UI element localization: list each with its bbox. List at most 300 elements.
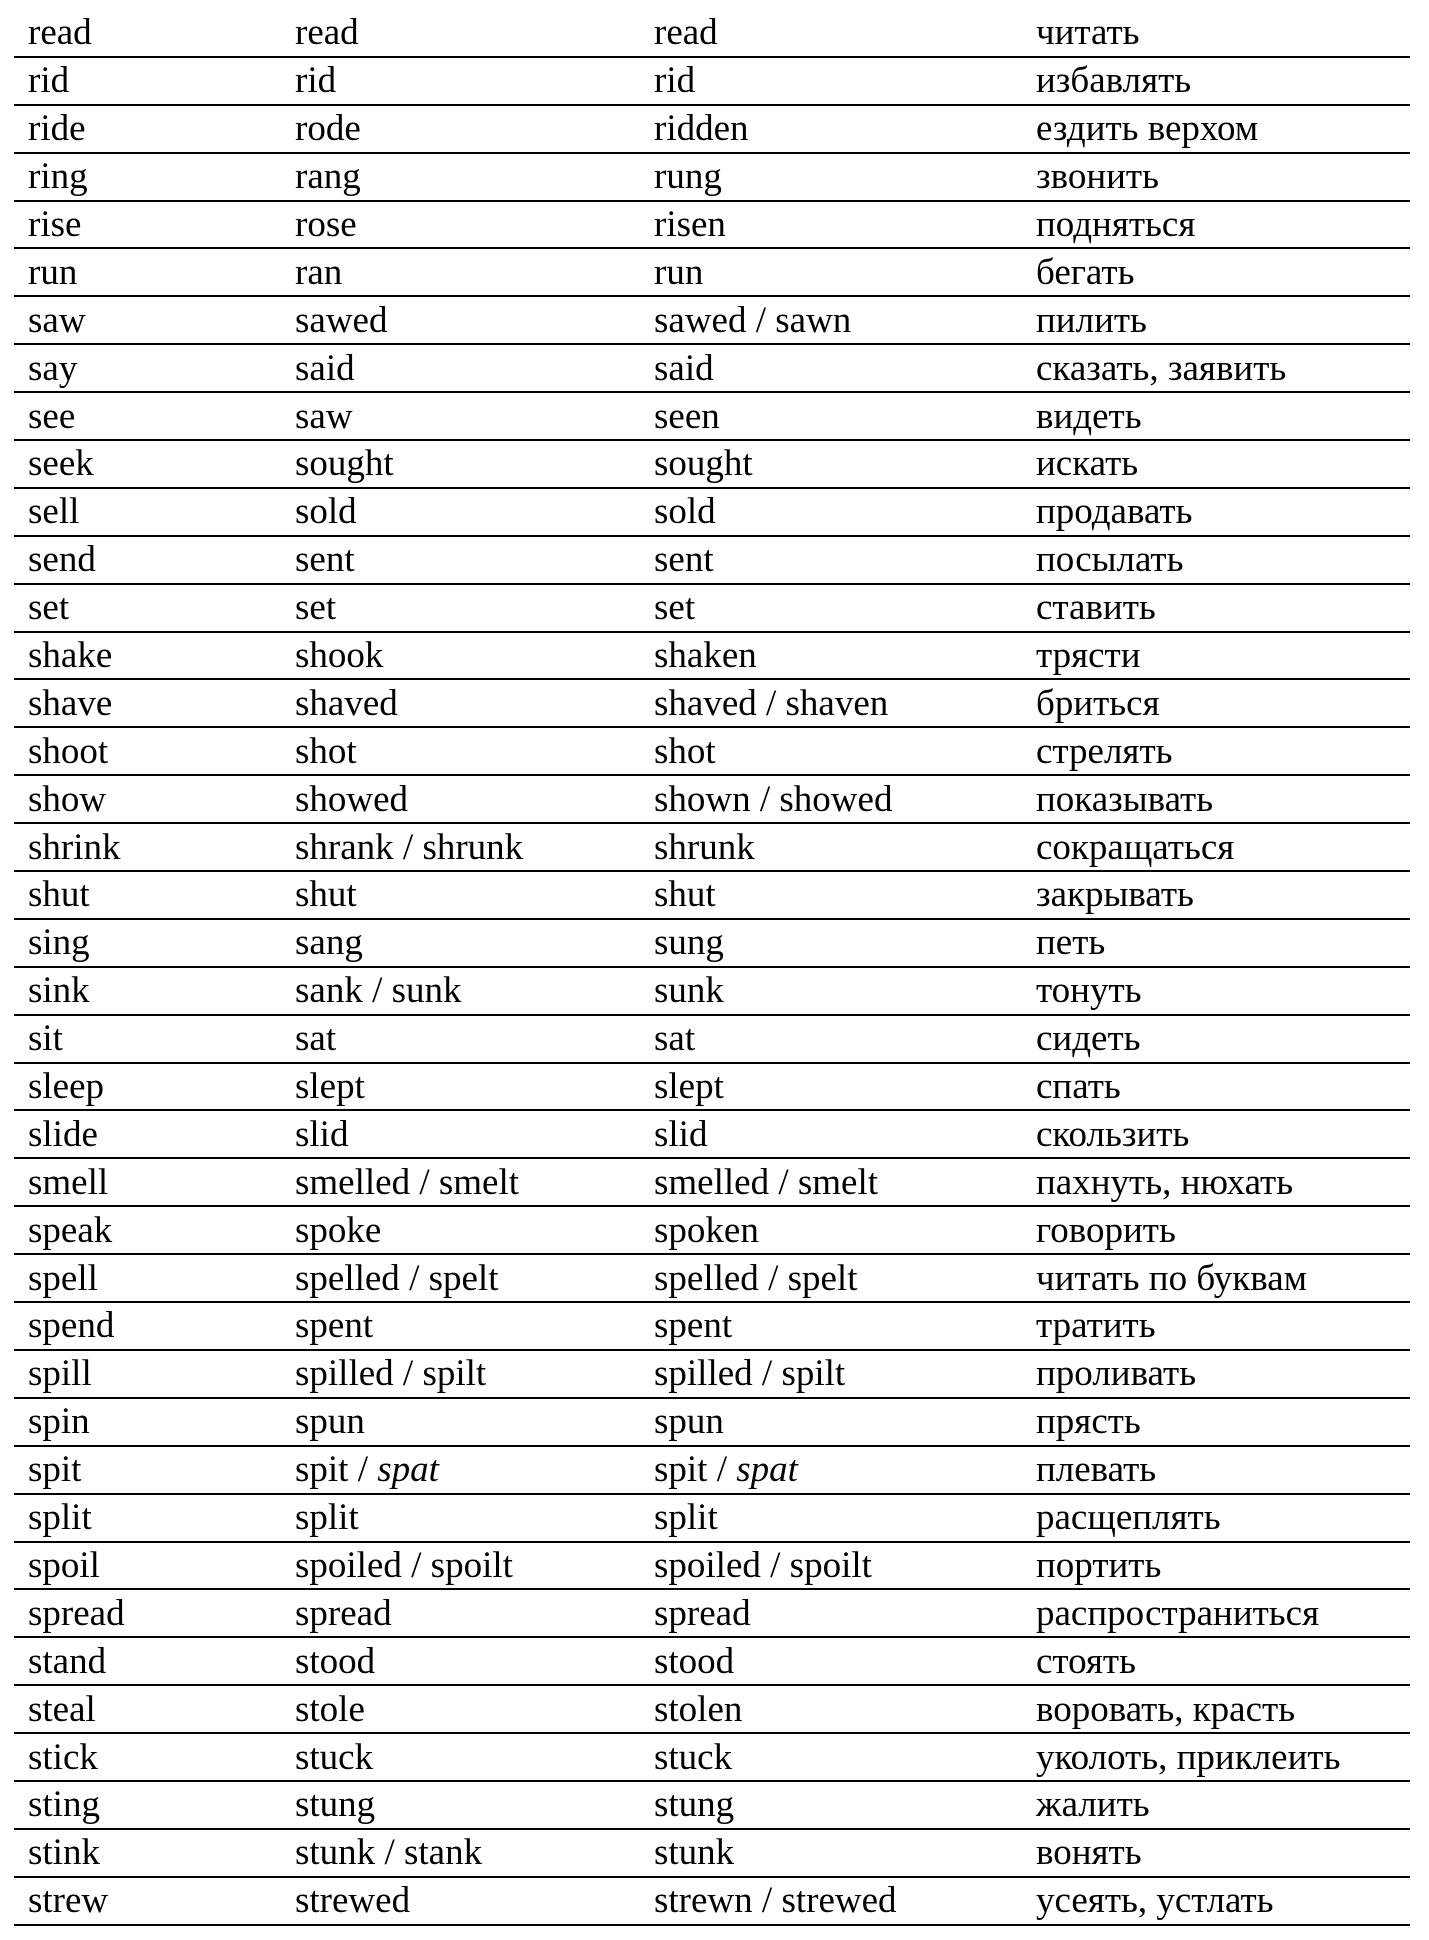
- translation-cell: сидеть: [1036, 1018, 1141, 1060]
- translation-cell: вонять: [1036, 1832, 1142, 1874]
- verb-form: sawed: [654, 299, 747, 341]
- verb-form: shut: [654, 874, 716, 916]
- verb-form: spent: [654, 1305, 733, 1347]
- translation-cell: бриться: [1036, 682, 1160, 724]
- table-row: [14, 1686, 1410, 1734]
- verb-form: stunk: [654, 1832, 735, 1874]
- verb-form: spoilt: [430, 1544, 513, 1586]
- past-simple-cell: [295, 1543, 513, 1589]
- translation-cell: расщеплять: [1036, 1497, 1221, 1539]
- table-row: [14, 537, 1410, 585]
- table-row: [14, 441, 1410, 489]
- verb-form: smelled: [295, 1161, 411, 1203]
- past-participle-cell: [654, 154, 722, 200]
- form-separator: /: [752, 1353, 782, 1395]
- translation-cell: сказать, заявить: [1036, 347, 1287, 389]
- infinitive-cell: set: [28, 587, 70, 629]
- form-separator: /: [375, 1832, 404, 1874]
- infinitive-cell: shut: [28, 874, 90, 916]
- form-separator: /: [750, 778, 780, 820]
- table-row: [14, 728, 1410, 776]
- verb-form: set: [295, 587, 337, 629]
- verb-form: stung: [654, 1784, 735, 1826]
- verb-form: sunk: [391, 970, 462, 1012]
- translation-cell: посылать: [1036, 539, 1184, 581]
- past-simple-cell: [295, 585, 336, 631]
- verb-form: shaved: [295, 682, 398, 724]
- table-row: [14, 297, 1410, 345]
- verb-form: read: [654, 12, 718, 54]
- past-participle-cell: [654, 1734, 732, 1780]
- verb-form: stolen: [654, 1688, 743, 1730]
- verb-form: spent: [295, 1305, 374, 1347]
- translation-cell: продавать: [1036, 491, 1193, 533]
- verb-form: shaven: [785, 682, 889, 724]
- infinitive-cell: shoot: [28, 730, 109, 772]
- past-participle-cell: [654, 1686, 742, 1732]
- past-simple-cell: [295, 1207, 381, 1253]
- infinitive-cell: spell: [28, 1257, 98, 1299]
- verb-form: sung: [654, 922, 724, 964]
- infinitive-cell: sink: [28, 970, 90, 1012]
- verb-form: shown: [654, 778, 751, 820]
- infinitive-cell: say: [28, 347, 78, 389]
- translation-cell: портить: [1036, 1544, 1162, 1586]
- past-participle-cell: [654, 249, 703, 295]
- verb-form: shaken: [654, 635, 757, 677]
- past-simple-cell: [295, 10, 359, 56]
- past-simple-cell: [295, 776, 408, 822]
- past-participle-cell: [654, 1447, 798, 1493]
- past-simple-cell: [295, 1447, 439, 1493]
- verb-form: sent: [654, 539, 714, 581]
- past-simple-cell: [295, 1016, 336, 1062]
- past-simple-cell: [295, 249, 342, 295]
- verb-form: stood: [295, 1640, 376, 1682]
- verb-form: spoken: [654, 1209, 759, 1251]
- verb-form: ridden: [654, 108, 749, 150]
- infinitive-cell: spread: [28, 1592, 125, 1634]
- verb-form: strewed: [295, 1880, 411, 1922]
- past-simple-cell: [295, 202, 357, 248]
- verb-form: shrunk: [422, 826, 524, 868]
- past-participle-cell: [654, 297, 851, 343]
- verb-form: shrunk: [654, 826, 755, 868]
- past-simple-cell: [295, 1159, 519, 1205]
- verb-form: spelt: [428, 1257, 499, 1299]
- form-separator: /: [401, 1544, 431, 1586]
- table-row: [14, 58, 1410, 106]
- translation-cell: читать: [1036, 12, 1140, 54]
- infinitive-cell: slide: [28, 1113, 98, 1155]
- translation-cell: тратить: [1036, 1305, 1156, 1347]
- verb-form: smelled: [654, 1161, 770, 1203]
- verb-form: spun: [295, 1401, 365, 1443]
- translation-cell: пахнуть, нюхать: [1036, 1161, 1294, 1203]
- verb-form: run: [654, 251, 704, 293]
- verb-form: smelt: [797, 1161, 879, 1203]
- past-participle-cell: [654, 776, 892, 822]
- table-row: [14, 1878, 1410, 1926]
- past-simple-cell: [295, 1303, 373, 1349]
- verb-form: sold: [654, 491, 716, 533]
- translation-cell: сокращаться: [1036, 826, 1235, 868]
- past-participle-cell: [654, 1830, 734, 1876]
- past-simple-cell: [295, 1686, 365, 1732]
- verb-form: sold: [295, 491, 357, 533]
- table-row: [14, 1111, 1410, 1159]
- table-row: [14, 1064, 1410, 1112]
- table-row: [14, 1303, 1410, 1351]
- verb-form: stung: [295, 1784, 376, 1826]
- infinitive-cell: ride: [28, 108, 86, 150]
- infinitive-cell: stand: [28, 1640, 107, 1682]
- infinitive-cell: steal: [28, 1688, 96, 1730]
- table-row: [14, 824, 1410, 872]
- translation-cell: избавлять: [1036, 60, 1192, 102]
- past-simple-cell: [295, 1495, 359, 1541]
- past-participle-cell: [654, 1303, 732, 1349]
- verb-form: sought: [295, 443, 394, 485]
- past-participle-cell: [654, 1351, 845, 1397]
- infinitive-cell: shave: [28, 682, 113, 724]
- translation-cell: закрывать: [1036, 874, 1194, 916]
- infinitive-cell: seek: [28, 443, 94, 485]
- past-participle-cell: [654, 968, 724, 1014]
- past-simple-cell: [295, 1830, 482, 1876]
- past-simple-cell: [295, 1351, 486, 1397]
- verb-form: smelt: [438, 1161, 520, 1203]
- verb-form: rid: [295, 60, 337, 102]
- verb-form: slept: [295, 1066, 365, 1108]
- past-simple-cell: [295, 1590, 392, 1636]
- verb-form: shot: [654, 730, 716, 772]
- table-row: [14, 393, 1410, 441]
- past-simple-cell: [295, 1399, 365, 1445]
- infinitive-cell: shrink: [28, 826, 121, 868]
- translation-cell: пилить: [1036, 299, 1147, 341]
- past-simple-cell: [295, 297, 387, 343]
- table-row: [14, 776, 1410, 824]
- translation-cell: скользить: [1036, 1113, 1190, 1155]
- table-row: [14, 106, 1410, 154]
- table-row: [14, 1255, 1410, 1303]
- infinitive-cell: send: [28, 539, 96, 581]
- verb-form: spilled: [654, 1353, 753, 1395]
- translation-cell: проливать: [1036, 1353, 1197, 1395]
- translation-cell: тонуть: [1036, 970, 1142, 1012]
- infinitive-cell: sit: [28, 1018, 63, 1060]
- verb-form: strewed: [781, 1880, 897, 1922]
- past-simple-cell: [295, 872, 357, 918]
- verb-form: shot: [295, 730, 357, 772]
- table-row: [14, 1351, 1410, 1399]
- past-participle-cell: [654, 1543, 872, 1589]
- past-participle-cell: [654, 345, 714, 391]
- verb-form: split: [295, 1497, 359, 1539]
- form-separator: /: [752, 1880, 782, 1922]
- verb-form: spoilt: [789, 1544, 872, 1586]
- table-row: [14, 1447, 1410, 1495]
- form-separator: /: [410, 1161, 439, 1203]
- translation-cell: плевать: [1036, 1449, 1157, 1491]
- infinitive-cell: run: [28, 251, 78, 293]
- infinitive-cell: sing: [28, 922, 90, 964]
- past-simple-cell: [295, 1111, 348, 1157]
- translation-cell: стоять: [1036, 1640, 1136, 1682]
- table-row: [14, 585, 1410, 633]
- verb-form: sunk: [654, 970, 724, 1012]
- past-simple-cell: [295, 633, 383, 679]
- infinitive-cell: stick: [28, 1736, 98, 1778]
- verb-form: spun: [654, 1401, 724, 1443]
- past-simple-cell: [295, 537, 355, 583]
- verb-form: ran: [295, 251, 343, 293]
- form-separator: /: [760, 1544, 790, 1586]
- verb-form: spread: [295, 1592, 392, 1634]
- table-row: [14, 1159, 1410, 1207]
- verb-form: spelled: [654, 1257, 759, 1299]
- past-simple-cell: [295, 728, 357, 774]
- form-separator: /: [758, 1257, 788, 1299]
- verb-form: shrank: [295, 826, 394, 868]
- table-row: [14, 1830, 1410, 1878]
- form-separator: /: [348, 1449, 378, 1491]
- translation-cell: воровать, красть: [1036, 1688, 1296, 1730]
- infinitive-cell: split: [28, 1497, 92, 1539]
- table-row: [14, 872, 1410, 920]
- verb-form: seen: [654, 395, 720, 437]
- verb-form: slid: [654, 1113, 708, 1155]
- past-participle-cell: [654, 1111, 707, 1157]
- verb-form: set: [654, 587, 696, 629]
- past-participle-cell: [654, 1255, 857, 1301]
- past-simple-cell: [295, 968, 462, 1014]
- verb-form: spoiled: [295, 1544, 402, 1586]
- verb-form: shaved: [654, 682, 757, 724]
- translation-cell: уколоть, приклеить: [1036, 1736, 1341, 1778]
- past-participle-cell: [654, 106, 749, 152]
- past-participle-cell: [654, 1064, 724, 1110]
- past-participle-cell: [654, 728, 716, 774]
- table-row: [14, 1495, 1410, 1543]
- verb-form: slid: [295, 1113, 349, 1155]
- past-participle-cell: [654, 441, 753, 487]
- past-simple-cell: [295, 1255, 498, 1301]
- infinitive-cell: rise: [28, 204, 82, 245]
- infinitive-cell: sell: [28, 491, 80, 533]
- past-participle-cell: [654, 633, 757, 679]
- infinitive-cell: spoil: [28, 1544, 100, 1586]
- table-row: [14, 1590, 1410, 1638]
- translation-cell: читать по буквам: [1036, 1257, 1308, 1299]
- verb-form: rid: [654, 60, 696, 102]
- infinitive-cell: spit: [28, 1449, 82, 1491]
- form-separator: /: [362, 970, 392, 1012]
- translation-cell: искать: [1036, 443, 1139, 485]
- verb-form: rode: [295, 108, 361, 150]
- verb-form: read: [295, 12, 359, 54]
- translation-cell: показывать: [1036, 778, 1214, 820]
- form-separator: /: [707, 1449, 737, 1491]
- past-simple-cell: [295, 824, 523, 870]
- past-simple-cell: [295, 920, 363, 966]
- infinitive-cell: spill: [28, 1353, 92, 1395]
- verb-form: stole: [295, 1688, 365, 1730]
- table-row: [14, 1016, 1410, 1064]
- form-separator: /: [393, 826, 423, 868]
- past-simple-cell: [295, 441, 394, 487]
- past-participle-cell: [654, 1016, 695, 1062]
- verb-form: sought: [654, 443, 753, 485]
- verb-form: showed: [779, 778, 893, 820]
- translation-cell: распространиться: [1036, 1592, 1320, 1634]
- infinitive-cell: show: [28, 778, 107, 820]
- table-row: [14, 249, 1410, 297]
- verb-form: stuck: [654, 1736, 733, 1778]
- past-participle-cell: [654, 1782, 734, 1828]
- past-participle-cell: [654, 680, 888, 726]
- infinitive-cell: spin: [28, 1401, 90, 1443]
- verb-form: sat: [295, 1018, 337, 1060]
- past-participle-cell: [654, 1638, 734, 1684]
- table-row: [14, 1207, 1410, 1255]
- past-participle-cell: [654, 1878, 897, 1924]
- translation-cell: петь: [1036, 922, 1106, 964]
- past-simple-cell: [295, 1734, 373, 1780]
- translation-cell: усеять, устлать: [1036, 1880, 1274, 1922]
- past-participle-cell: [654, 489, 716, 535]
- table-row: [14, 1734, 1410, 1782]
- infinitive-cell: sleep: [28, 1066, 105, 1108]
- verb-form: spoke: [295, 1209, 382, 1251]
- infinitive-cell: see: [28, 395, 76, 437]
- verb-form: sawed: [295, 299, 388, 341]
- verb-form: stood: [654, 1640, 735, 1682]
- verb-form: spilt: [781, 1353, 846, 1395]
- verb-form: spit: [295, 1449, 349, 1491]
- verb-form: spelled: [295, 1257, 400, 1299]
- past-participle-cell: [654, 58, 695, 104]
- past-participle-cell: [654, 1590, 751, 1636]
- verb-form: sent: [295, 539, 355, 581]
- past-simple-cell: [295, 58, 336, 104]
- verb-form: risen: [654, 204, 726, 245]
- irregular-verbs-table: [14, 10, 1410, 1926]
- verb-form: spilt: [422, 1353, 487, 1395]
- translation-cell: спать: [1036, 1066, 1121, 1108]
- form-separator: /: [756, 682, 786, 724]
- infinitive-cell: shake: [28, 635, 113, 677]
- translation-cell: звонить: [1036, 156, 1159, 198]
- table-row: [14, 202, 1410, 250]
- translation-cell: ездить верхом: [1036, 108, 1259, 150]
- verb-form: stank: [403, 1832, 483, 1874]
- past-simple-cell: [295, 154, 361, 200]
- verb-form: sank: [295, 970, 363, 1012]
- past-simple-cell: [295, 106, 361, 152]
- infinitive-cell: sting: [28, 1784, 100, 1826]
- infinitive-cell: smell: [28, 1161, 109, 1203]
- table-row: [14, 680, 1410, 728]
- verb-form: spilled: [295, 1353, 394, 1395]
- past-participle-cell: [654, 537, 714, 583]
- translation-cell: говорить: [1036, 1209, 1176, 1251]
- past-simple-cell: [295, 680, 398, 726]
- past-participle-cell: [654, 202, 726, 248]
- translation-cell: ставить: [1036, 587, 1156, 629]
- infinitive-cell: stink: [28, 1832, 100, 1874]
- past-simple-cell: [295, 1878, 410, 1924]
- table-row: [14, 1638, 1410, 1686]
- past-simple-cell: [295, 489, 357, 535]
- past-participle-cell: [654, 1399, 724, 1445]
- translation-cell: видеть: [1036, 395, 1142, 437]
- table-row: [14, 345, 1410, 393]
- translation-cell: жалить: [1036, 1784, 1150, 1826]
- verb-form: rung: [654, 156, 722, 198]
- table-row: [14, 968, 1410, 1016]
- infinitive-cell: speak: [28, 1209, 113, 1251]
- verb-form: rose: [295, 204, 357, 245]
- infinitive-cell: strew: [28, 1880, 109, 1922]
- verb-form: sawn: [775, 299, 852, 341]
- verb-form: spelt: [787, 1257, 858, 1299]
- form-separator: /: [746, 299, 776, 341]
- verb-form: split: [654, 1497, 718, 1539]
- verb-form: spit: [654, 1449, 708, 1491]
- table-row: [14, 489, 1410, 537]
- infinitive-cell: saw: [28, 299, 86, 341]
- past-participle-cell: [654, 872, 716, 918]
- past-participle-cell: [654, 1207, 759, 1253]
- verb-form: stuck: [295, 1736, 374, 1778]
- infinitive-cell: rid: [28, 60, 70, 102]
- verb-form: shut: [295, 874, 357, 916]
- form-separator: /: [399, 1257, 429, 1299]
- translation-cell: подняться: [1036, 204, 1196, 245]
- past-participle-cell: [654, 1159, 878, 1205]
- table-row: [14, 1782, 1410, 1830]
- verb-form: shook: [295, 635, 384, 677]
- past-participle-cell: [654, 393, 720, 439]
- verb-form: slept: [654, 1066, 724, 1108]
- infinitive-cell: read: [28, 12, 92, 54]
- verb-form: sat: [654, 1018, 696, 1060]
- translation-cell: бегать: [1036, 251, 1135, 293]
- past-participle-cell: [654, 920, 724, 966]
- past-simple-cell: [295, 1782, 375, 1828]
- verb-form: spat: [736, 1449, 798, 1491]
- translation-cell: трясти: [1036, 635, 1141, 677]
- verb-form: spread: [654, 1592, 751, 1634]
- past-simple-cell: [295, 1064, 365, 1110]
- verb-form: said: [654, 347, 714, 389]
- past-simple-cell: [295, 345, 355, 391]
- past-simple-cell: [295, 393, 353, 439]
- verb-form: said: [295, 347, 355, 389]
- past-participle-cell: [654, 585, 695, 631]
- verb-form: showed: [295, 778, 409, 820]
- infinitive-cell: spend: [28, 1305, 115, 1347]
- table-row: [14, 10, 1410, 58]
- verb-form: strewn: [654, 1880, 753, 1922]
- past-simple-cell: [295, 1638, 375, 1684]
- past-participle-cell: [654, 824, 755, 870]
- table-row: [14, 920, 1410, 968]
- infinitive-cell: ring: [28, 156, 88, 198]
- form-separator: /: [769, 1161, 798, 1203]
